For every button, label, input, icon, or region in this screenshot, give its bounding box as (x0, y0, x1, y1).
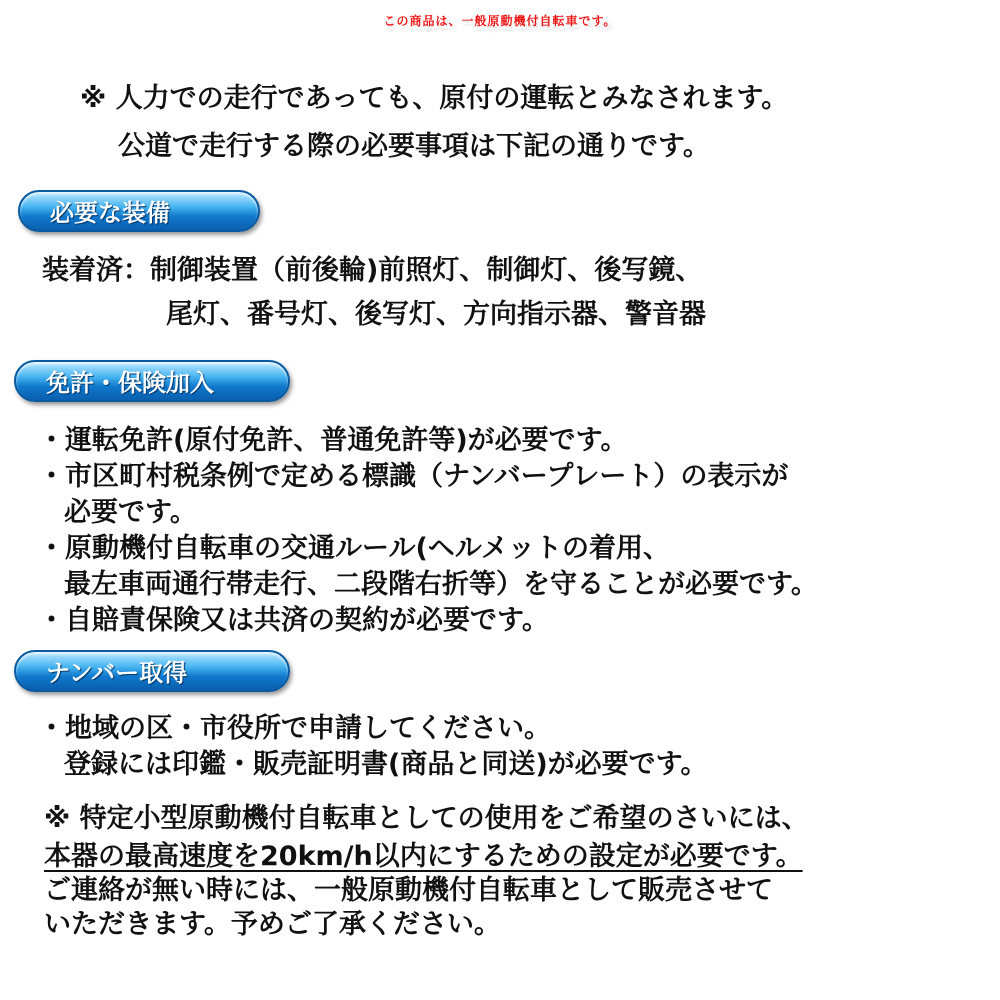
license-line-6: ・自賠責保険又は共済の契約が必要です。 (38, 605, 549, 636)
section-heading-number: ナンバー取得 (14, 650, 290, 692)
number-line-2: 登録には印鑑・販売証明書(商品と同送)が必要です。 (64, 749, 708, 780)
note-line-2: 本器の最高速度を20km/h以内にするための設定が必要です。 (44, 841, 803, 872)
section-heading-equipment: 必要な装備 (18, 190, 260, 232)
license-line-3: 必要です。 (64, 497, 197, 528)
section-heading-license: 免許・保険加入 (14, 360, 290, 402)
note-line-4: いただきます。予めご了承ください。 (44, 909, 501, 940)
note-line-1: ※ 特定小型原動機付自転車としての使用をご希望のさいには、 (44, 803, 809, 834)
number-line-1: ・地域の区・市役所で申請してください。 (38, 713, 551, 744)
equipment-line-1: 装着済：制御装置（前後輪)前照灯、制御灯、後写鏡、 (42, 255, 703, 286)
intro-line-2: 公道で走行する際の必要事項は下記の通りです。 (118, 131, 710, 162)
note-line-3: ご連絡が無い時には、一般原動機付自転車として販売させて (44, 875, 773, 906)
license-line-4: ・原動機付自転車の交通ルール(ヘルメットの着用、 (38, 533, 670, 564)
license-line-1: ・運転免許(原付免許、普通免許等)が必要です。 (38, 425, 628, 456)
equipment-line-2: 尾灯、番号灯、後写灯、方向指示器、警音器 (166, 299, 706, 330)
license-line-2: ・市区町村税条例で定める標識（ナンバープレート）の表示が (38, 461, 789, 492)
intro-line-1: ※ 人力での走行であっても、原付の運転とみなされます。 (80, 83, 789, 114)
page-title: この商品は、一般原動機付自転車です。 (383, 14, 617, 28)
license-line-5: 最左車両通行帯走行、二段階右折等）を守ることが必要です。 (64, 569, 818, 600)
